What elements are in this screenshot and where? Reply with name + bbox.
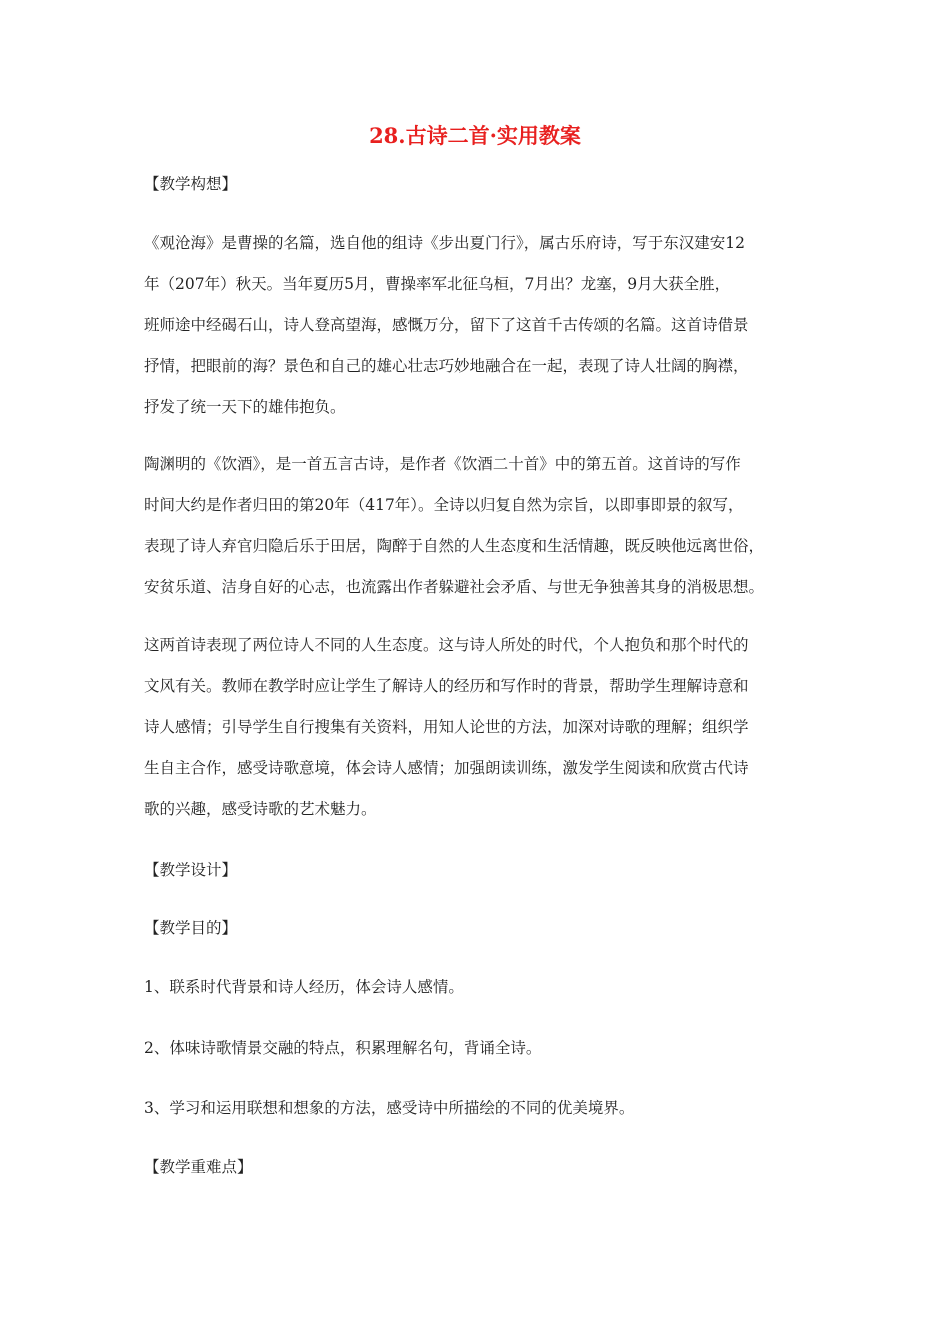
paragraph-comparison	[144, 625, 808, 830]
paragraph-line: 班师途中经碣石山，诗人登高望海，感慨万分，留下了这首千古传颂的名篇。这首诗借景	[144, 316, 749, 334]
paragraph-line: 陶渊明的《饮酒》，是一首五言古诗，是作者《饮酒二十首》中的第五首。这首诗的写作	[144, 455, 741, 473]
document-title: 28.古诗二首·实用教案	[369, 123, 581, 148]
goal-item-3: 3、学习和运用联想和想象的方法，感受诗中所描绘的不同的优美境界。	[144, 1099, 635, 1117]
paragraph-line: 这两首诗表现了两位诗人不同的人生态度。这与诗人所处的时代，个人抱负和那个时代的	[144, 636, 749, 654]
paragraph-line: 歌的兴趣，感受诗歌的艺术魅力。	[144, 800, 377, 818]
paragraph-line: 抒发了统一天下的雄伟抱负。	[144, 398, 346, 416]
paragraph-line: 文风有关。教师在教学时应让学生了解诗人的经历和写作时的背景，帮助学生理解诗意和	[144, 677, 749, 695]
paragraph-line: 年（207年）秋天。当年夏历5月，曹操率军北征乌桓，7月出？龙塞，9月大获全胜，	[144, 275, 731, 293]
paragraph-line: 时间大约是作者归田的第20年（417年）。全诗以归复自然为宗旨，以即事即景的叙写，	[144, 496, 744, 514]
paragraph-guan-cang-hai	[144, 223, 808, 428]
paragraph-line: 抒情，把眼前的海？景色和自己的雄心壮志巧妙地融合在一起，表现了诗人壮阔的胸襟，	[144, 357, 749, 375]
paragraph-line: 表现了诗人弃官归隐后乐于田居，陶醉于自然的人生态度和生活情趣，既反映他远离世俗，	[144, 537, 765, 555]
goal-item-1: 1、联系时代背景和诗人经历，体会诗人感情。	[144, 978, 464, 996]
paragraph-line: 《观沧海》是曹操的名篇，选自他的组诗《步出夏门行》，属古乐府诗，写于东汉建安12	[144, 234, 745, 252]
paragraph-line: 生自主合作，感受诗歌意境，体会诗人感情；加强朗读训练，激发学生阅读和欣赏古代诗	[144, 759, 749, 777]
goal-item-2: 2、体味诗歌情景交融的特点，积累理解名句，背诵全诗。	[144, 1039, 542, 1057]
heading-teaching-design: 【教学设计】	[144, 861, 238, 879]
heading-key-points: 【教学重难点】	[144, 1158, 253, 1176]
paragraph-line: 安贫乐道、洁身自好的心志，也流露出作者躲避社会矛盾、与世无争独善其身的消极思想。	[144, 578, 765, 596]
heading-teaching-concept: 【教学构想】	[144, 175, 238, 193]
heading-teaching-goals: 【教学目的】	[144, 919, 238, 937]
paragraph-yin-jiu	[144, 444, 808, 608]
paragraph-line: 诗人感情；引导学生自行搜集有关资料，用知人论世的方法，加深对诗歌的理解；组织学	[144, 718, 749, 736]
